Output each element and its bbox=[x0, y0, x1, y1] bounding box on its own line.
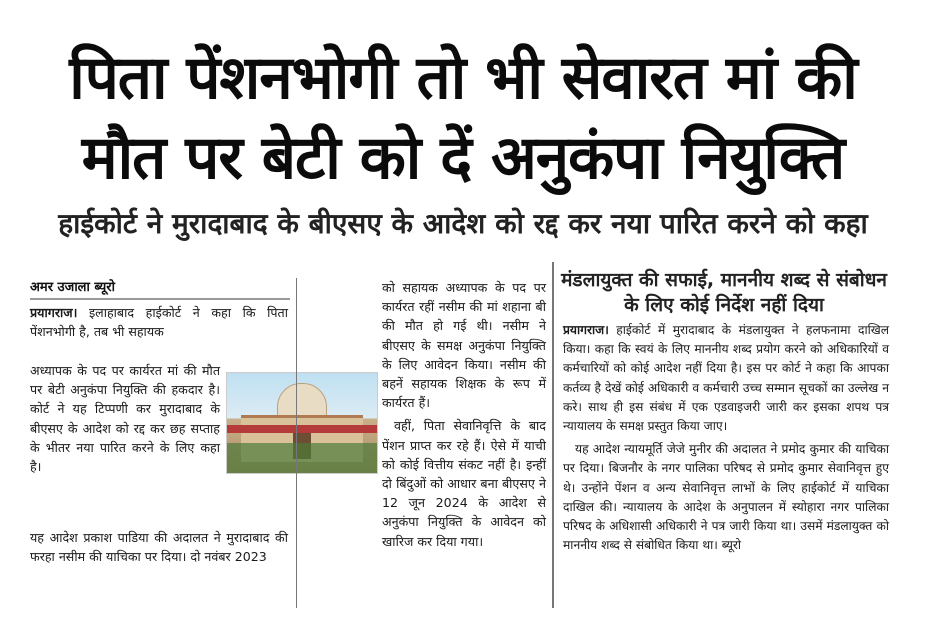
column-divider bbox=[296, 278, 297, 608]
headline-line-1: पिता पेंशनभोगी तो भी सेवारत मां की bbox=[69, 43, 857, 113]
sidebar-paragraph-1: हाईकोर्ट में मुरादाबाद के मंडलायुक्त ने हलफनामा दाखिल किया। कहा कि स्वयं के लिए माननीय शब्द प्रयोग करने को अधिकारियों व कर्मचारियों को कोई आदेश नहीं दिया है। इस पर कोर्ट ने कहा कि आपका कर्तव्य है देखें कोई अधिकारी व कर्मचारी उच्च सम्मान सूचकों का उल्लेख न करे। साथ ही इस संबंध में एक एडवाइजरी जारी कर इसका शपथ पत्र न्यायालय के समक्ष प्रस्तुत किया जाए। bbox=[563, 323, 889, 434]
subheadline: हाईकोर्ट ने मुरादाबाद के बीएसए के आदेश को रद्द कर नया पारित करने को कहा bbox=[58, 207, 868, 240]
story-paragraph: अध्यापक के पद पर कार्यरत मां की मौत पर बेटी अनुकंपा नियुक्ति की हकदार है। कोर्ट ने यह टिप्पणी कर मुरादाबाद के बीएसए के आदेश को रद्द कर छह सप्ताह के भीतर नया पारित करने के लिए कहा है। bbox=[30, 363, 220, 475]
byline: अमर उजाला ब्यूरो bbox=[30, 277, 290, 300]
story-column-1 bbox=[30, 303, 288, 345]
sidebar-dateline-place: प्रयागराज। bbox=[563, 323, 609, 337]
dateline-place: प्रयागराज। bbox=[30, 305, 78, 320]
sidebar-paragraph-2: यह आदेश न्यायमूर्ति जेजे मुनीर की अदालत ने प्रमोद कुमार की याचिका पर दिया। बिजनौर के नगर पालिका परिषद से प्रमोद कुमार सेवानिवृत्त हुए थे। उन्होंने पेंशन व अन्य सेवानिवृत्त लाभों के लिए हाईकोर्ट में याचिका दाखिल की। न्यायालय के आदेश के अनुपालन में स्योहारा नगर पालिका परिषद के अधिशासी अधिकारी ने पत्र जारी किया था। उसमें मंडलायुक्त को माननीय शब्द से संबोधित किया था। ब्यूरो bbox=[563, 442, 889, 553]
story-paragraph: को सहायक अध्यापक के पद पर कार्यरत रहीं नसीम की मां शहाना बी की मौत हो गई थी। नसीम ने बीएसए के समक्ष अनुकंपा नियुक्ति के लिए आवेदन किया। नसीम की बहनें सहायक शिक्षक के रूप में कार्यरत हैं। bbox=[382, 280, 546, 411]
headline-line-2: मौत पर बेटी को दें अनुकंपा नियुक्ति bbox=[81, 123, 845, 193]
story-column-2 bbox=[304, 278, 546, 555]
story-paragraph: यह आदेश प्रकाश पाडिया की अदालत ने मुरादाबाद की फरहा नसीम की याचिका पर दिया। दो नवंबर 2023 bbox=[30, 530, 288, 565]
sidebar-headline: मंडलायुक्त की सफाई, माननीय शब्द से संबोधन के लिए कोई निर्देश नहीं दिया bbox=[561, 269, 887, 316]
story-lead-text: इलाहाबाद हाईकोर्ट ने कहा कि पिता पेंशनभोगी है, तब भी सहायक bbox=[30, 305, 288, 340]
story-column-1-bottom bbox=[30, 528, 288, 570]
sidebar-story bbox=[563, 321, 889, 559]
sidebar-divider bbox=[552, 262, 554, 608]
story-paragraph: वहीं, पिता सेवानिवृत्ति के बाद पेंशन प्राप्त कर रहे हैं। ऐसे में याची को कोई वित्तीय संकट नहीं है। इन्हीं दो बिंदुओं को आधार बना बीएसए ने 12 जून 2024 के आदेश से अनुकंपा नियुक्ति के आवेदन को खारिज कर दिया गया। bbox=[382, 418, 546, 549]
story-column-1-narrow bbox=[30, 361, 220, 480]
